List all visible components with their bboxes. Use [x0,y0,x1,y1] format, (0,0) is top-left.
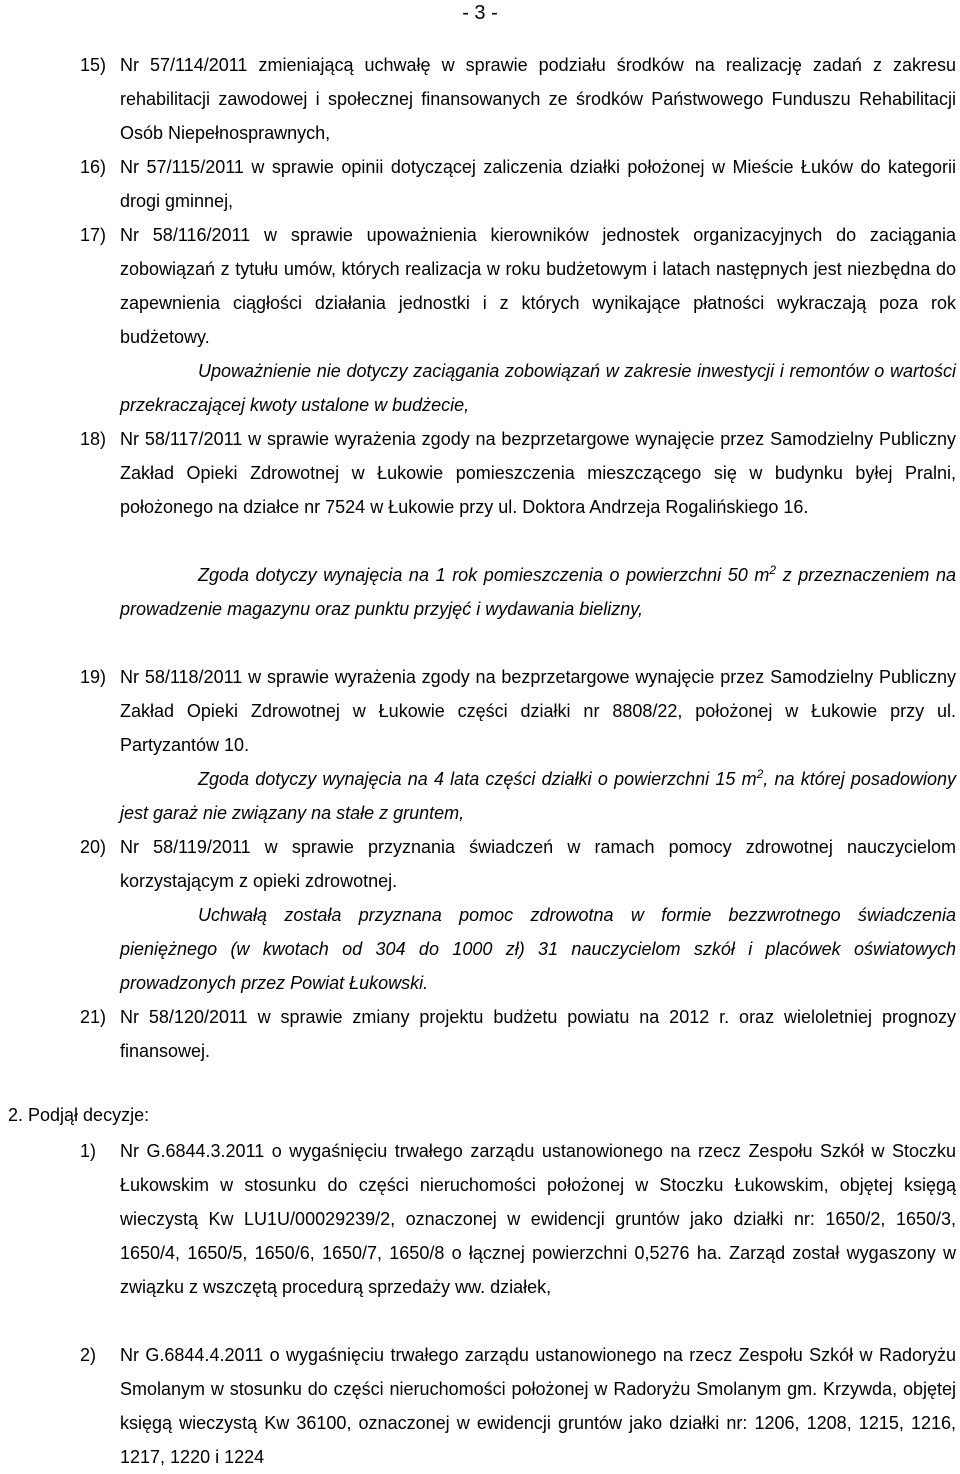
list-item [80,150,956,218]
item-text: Nr 58/119/2011 w sprawie przyznania świadczeń w ramach pomocy zdrowotnej nauczycielom korzystającym z opieki zdrowotnej. [120,837,956,891]
note-text: Zgoda dotyczy wynajęcia na 1 rok pomieszczenia o powierzchni 50 m [198,565,770,585]
note-text: Zgoda dotyczy wynajęcia na 4 lata części działki o powierzchni 15 m [198,769,757,789]
item-number: 21) [80,1007,107,1027]
note-paragraph [120,762,956,830]
item-text: Nr 57/114/2011 zmieniającą uchwałę w sprawie podziału środków na realizację zadań z zakresu rehabilitacji zawodowej i społecznej finansowanych ze środków Państwowego Funduszu Rehabilitacji Osób Niepełnosprawnych, [120,55,956,143]
list-item [80,422,956,524]
list-item [80,1000,956,1068]
list-item [80,1134,956,1304]
item-text: Nr G.6844.4.2011 o wygaśnięciu trwałego zarządu ustanowionego na rzecz Zespołu Szkół w Radoryżu Smolanym w stosunku do części nieruchomości położonej w Radoryżu Smolanym gm. Krzywda, objętej księgą wieczystą Kw 36100, oznaczonej w ewidencji gruntów jako działki nr: 1206, 1208, 1215, 1216, 1217, 1220 i 1224 [120,1345,956,1467]
list-item [80,48,956,150]
item-number: 19) [80,667,107,687]
note-text: z przeznaczeniem na prowadzenie magazynu oraz punktu przyjęć i wydawania bielizny, [120,565,956,619]
page-number: - 3 - [462,2,498,24]
item-text: Nr 58/118/2011 w sprawie wyrażenia zgody na bezprzetargowe wynajęcie przez Samodzielny Publiczny Zakład Opieki Zdrowotnej w Łukowie części działki nr 8808/22, położonej w Łukowie przy ul. Partyzantów 10. [120,667,956,755]
item-text: Nr 58/120/2011 w sprawie zmiany projektu budżetu powiatu na 2012 r. oraz wieloletniej prognozy finansowej. [120,1007,956,1061]
item-text: Nr 58/117/2011 w sprawie wyrażenia zgody na bezprzetargowe wynajęcie przez Samodzielny Publiczny Zakład Opieki Zdrowotnej w Łukowie pomieszczenia mieszczącego się w budynku byłej Pralni, położonego na działce nr 7524 w Łukowie przy ul. Doktora Andrzeja Rogalińskiego 16. [120,429,956,517]
item-text: Nr G.6844.3.2011 o wygaśnięciu trwałego zarządu ustanowionego na rzecz Zespołu Szkół w Stoczku Łukowskim w stosunku do części nieruchomości położonej w Stoczku Łukowskim, objętej księgą wieczystą Kw LU1U/00029239/2, oznaczonej w ewidencji gruntów jako działki nr: 1650/2, 1650/3, 1650/4, 1650/5, 1650/6, 1650/7, 1650/8 o łącznej powierzchni 0,5276 ha. Zarząd został wygaszony w związku z wszczętą procedurą sprzedaży ww. działek, [120,1141,956,1297]
superscript: 2 [769,563,777,577]
item-number: 2) [80,1345,97,1365]
superscript: 2 [756,767,764,781]
note-text: , na której posadowiony jest garaż nie związany na stałe z gruntem, [120,769,956,823]
list-item [80,218,956,354]
note-text: Upoważnienie nie dotyczy zaciągania zobowiązań w zakresie inwestycji i remontów o wartości przekraczającej kwoty ustalone w budżecie, [120,361,956,415]
section-heading: 2. Podjął decyzje: [8,1105,150,1125]
item-number: 16) [80,157,107,177]
list-item [80,830,956,898]
item-text: Nr 58/116/2011 w sprawie upoważnienia kierowników jednostek organizacyjnych do zaciągania zobowiązań z tytułu umów, których realizacja w roku budżetowym i latach następnych jest niezbędna do zapewnienia ciągłości działania jednostki i z których wynikające płatności wykraczają poza rok budżetowy. [120,225,956,347]
list-item [80,1338,956,1474]
item-number: 1) [80,1141,97,1161]
note-paragraph [120,558,956,626]
item-number: 15) [80,55,107,75]
item-number: 17) [80,225,107,245]
note-paragraph [120,898,956,1000]
item-text: Nr 57/115/2011 w sprawie opinii dotyczącej zaliczenia działki położonej w Mieście Łuków do kategorii drogi gminnej, [120,157,956,211]
item-number: 18) [80,429,107,449]
note-paragraph [120,354,956,422]
item-number: 20) [80,837,107,857]
list-item [80,660,956,762]
note-text: Uchwałą została przyznana pomoc zdrowotna w formie bezzwrotnego świadczenia pieniężnego (w kwotach od 304 do 1000 zł) 31 nauczycielom szkół i placówek oświatowych prowadzonych przez Powiat Łukowski. [120,905,956,993]
